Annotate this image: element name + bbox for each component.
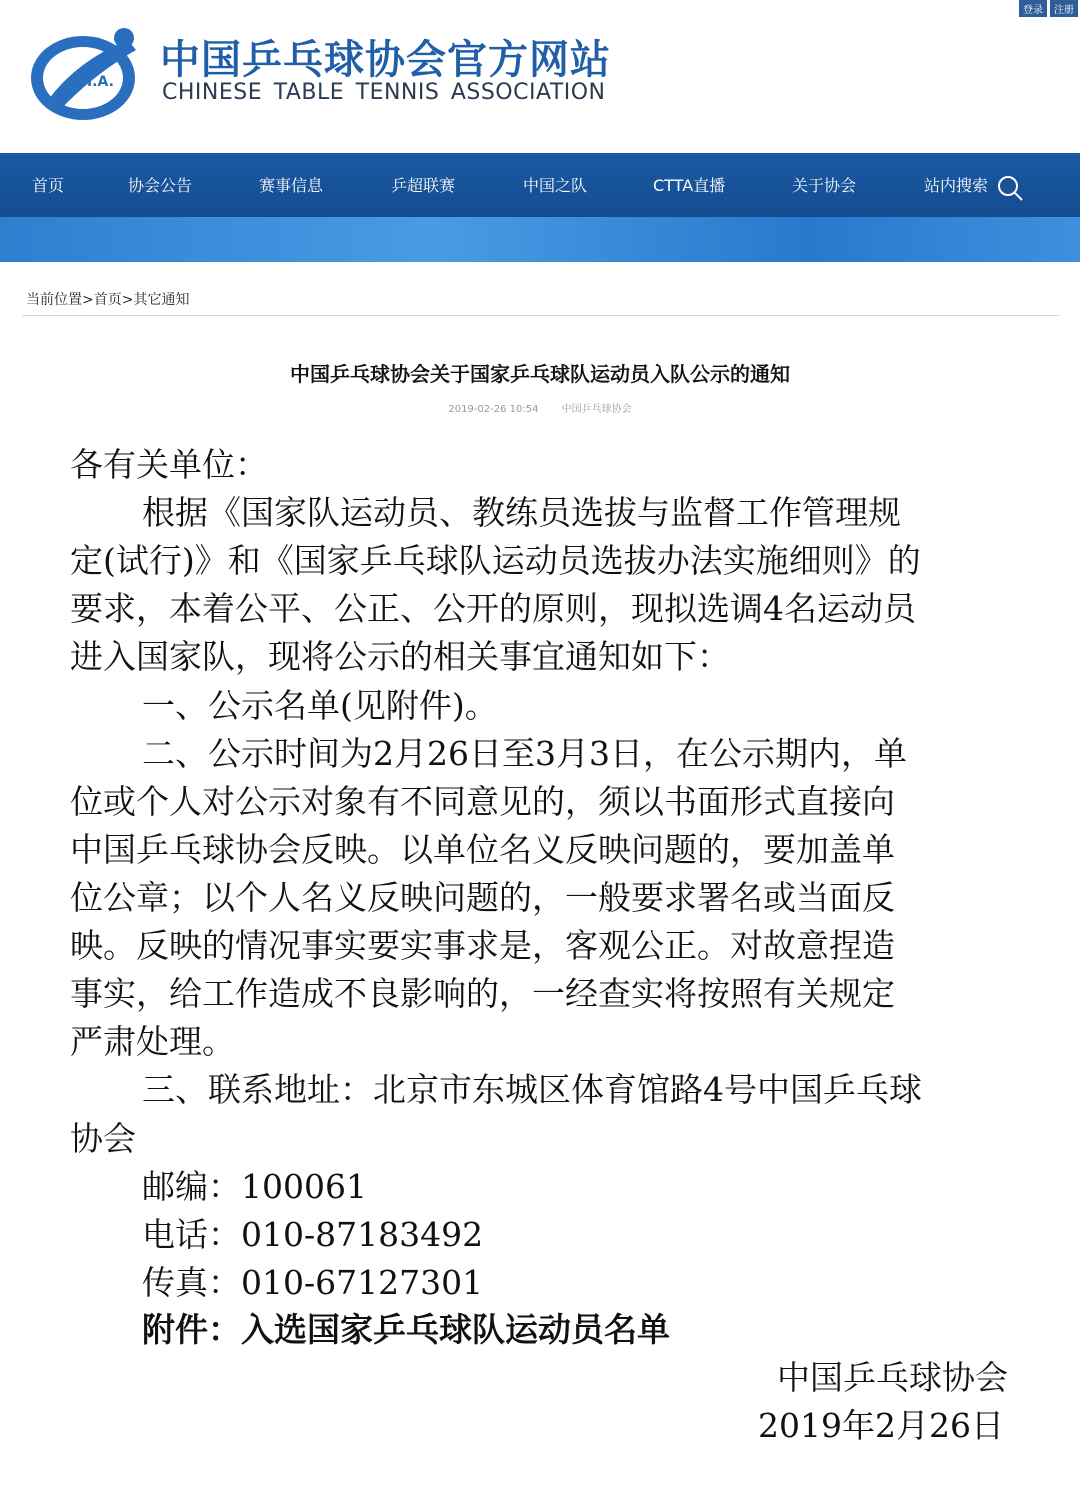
salutation: 各有关单位： [70,445,268,484]
body-line: 进入国家队，现将公示的相关事宜通知如下： [70,637,730,676]
body-line: 中国乒乓球协会反映。以单位名义反映问题的，要加盖单 [70,830,895,869]
body-line: 严肃处理。 [70,1022,235,1061]
ping-pong-paddle-logo[interactable] [28,20,146,126]
register-link[interactable]: 注册 [1050,0,1078,17]
site-header [0,0,1080,153]
site-title: 中国乒乓球协会官方网站 [160,37,611,83]
body-line: 要求，本着公平、公正、公开的原则，现拟选调4名运动员 [70,589,916,628]
login-link[interactable]: 登录 [1019,0,1047,17]
site-subtitle: CHINESE TABLE TENNIS ASSOCIATION [162,80,606,105]
body-line: 三、联系地址：北京市东城区体育馆路4号中国乒乓球 [142,1070,922,1109]
article-title: 中国乒乓球协会关于国家乒乓球队运动员入队公示的通知 [290,362,790,386]
signature: 中国乒乓球协会 [777,1358,1008,1397]
body-line: 定(试行)》和《国家乒乓球队运动员选拔办法实施细则》的 [70,541,921,580]
body-line: 根据《国家队运动员、教练员选拔与监督工作管理规 [142,493,901,532]
article-source: 中国乒乓球协会 [561,404,632,415]
signature-date: 2019年2月26日 [758,1406,1004,1445]
fax-line: 传真：010-67127301 [142,1263,484,1302]
nav-china-team[interactable]: 中国之队 [523,176,588,195]
body-line: 事实，给工作造成不良影响的，一经查实将按照有关规定 [70,974,895,1013]
body-line: 位公章；以个人名义反映问题的，一般要求署名或当面反 [70,878,895,917]
body-line: 一、公示名单(见附件)。 [142,686,498,725]
article-date: 2019-02-26 10:54 [448,404,539,415]
body-line: 协会 [70,1119,136,1158]
nav-about[interactable]: 关于协会 [792,176,857,195]
body-line: 位或个人对公示对象有不同意见的，须以书面形式直接向 [70,782,895,821]
body-line: 映。反映的情况事实要实事求是，客观公正。对故意捏造 [70,926,895,965]
body-line: 二、公示时间为2月26日至3月3日，在公示期内，单 [142,734,907,773]
search-icon[interactable] [996,174,1024,202]
header-banner [0,217,1080,262]
postcode-line: 邮编：100061 [142,1167,367,1206]
nav-announcements[interactable]: 协会公告 [128,176,193,195]
nav-home[interactable]: 首页 [32,176,65,195]
nav-ctta-live[interactable]: CTTA直播 [653,176,726,195]
main-nav [0,153,1080,217]
logo-text: T.T.A. [72,74,114,90]
attachment-line[interactable]: 附件：入选国家乒乓球队运动员名单 [142,1310,670,1349]
nav-events[interactable]: 赛事信息 [259,176,324,195]
nav-super-league[interactable]: 乒超联赛 [391,176,456,195]
breadcrumb: 当前位置>首页>其它通知 [26,292,190,308]
article-meta [0,400,1080,415]
divider [22,315,1060,316]
phone-line: 电话：010-87183492 [142,1215,484,1254]
nav-site-search[interactable]: 站内搜索 [924,176,989,195]
